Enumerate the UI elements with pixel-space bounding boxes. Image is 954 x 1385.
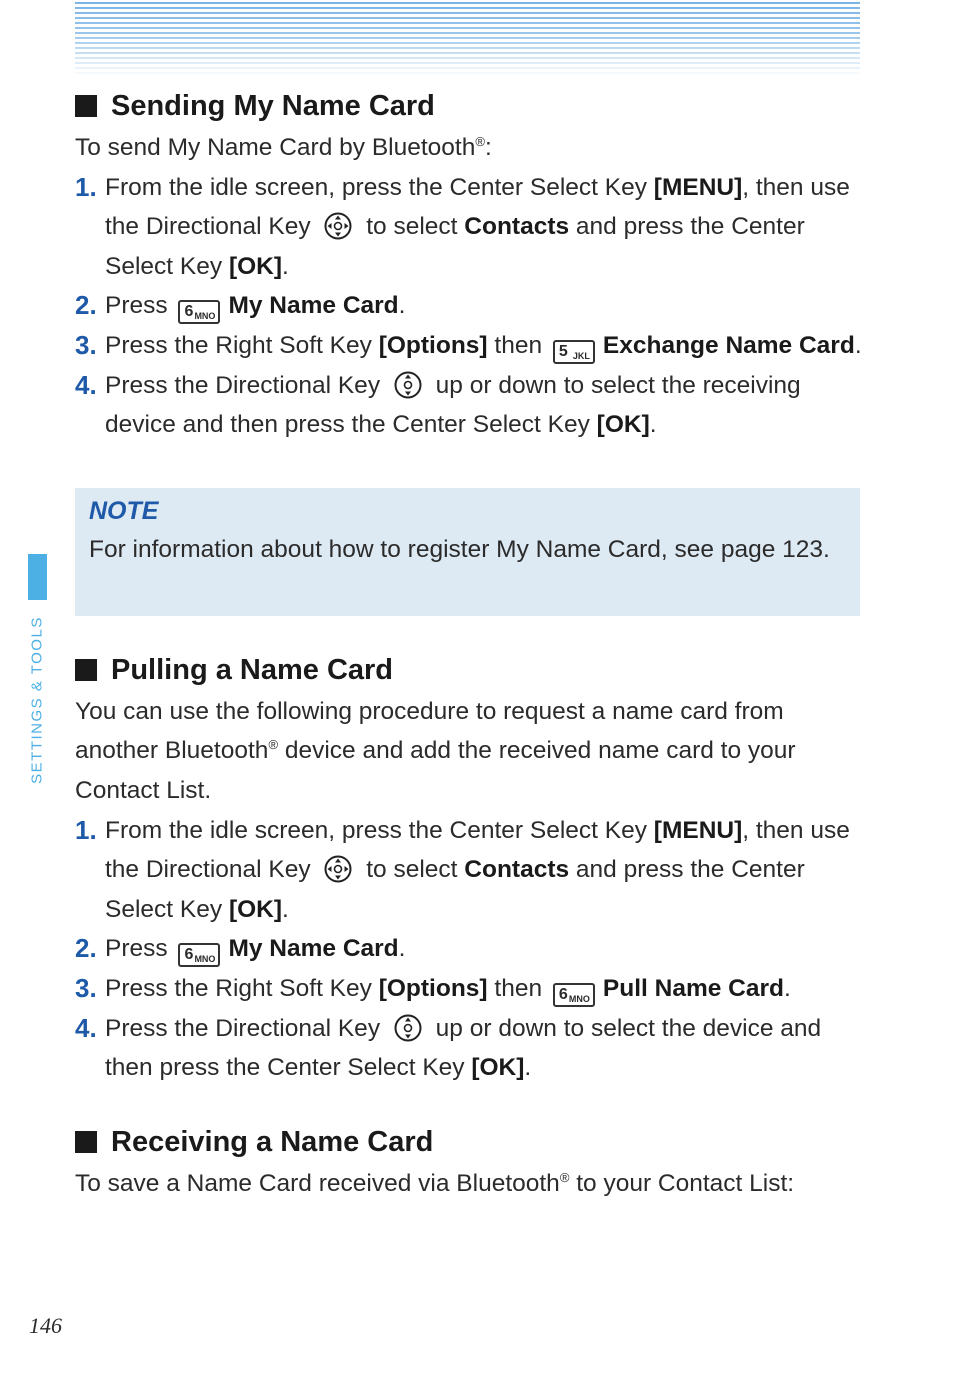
step-item: 2. Press 6 MNO My Name Card. bbox=[75, 929, 865, 969]
header-banner-fade bbox=[75, 2, 860, 74]
step-item: 1. From the idle screen, press the Center Select Key [MENU], then use the Directional Key to select Contacts and press the Center Select Key [OK]. bbox=[75, 811, 865, 930]
key-label-ok: [OK] bbox=[596, 411, 650, 439]
step-item: 4. Press the Directional Key up or down to select the receiving device and then press the Center Select Key [OK]. bbox=[75, 366, 865, 445]
key-label-menu: [MENU] bbox=[653, 173, 743, 201]
step-number: 4. bbox=[75, 1012, 97, 1043]
intro-paragraph: To save a Name Card received via Bluetooth® to your Contact List: bbox=[75, 1169, 795, 1197]
registered-mark: ® bbox=[559, 1169, 570, 1185]
key-label-ok: [OK] bbox=[228, 252, 283, 280]
up-down-key-icon bbox=[393, 1013, 423, 1043]
key-label-menu: [MENU] bbox=[653, 816, 743, 844]
page-content bbox=[75, 84, 865, 1203]
section-side-label: SETTINGS & TOOLS bbox=[28, 616, 46, 784]
square-bullet-icon bbox=[75, 95, 97, 117]
square-bullet-icon bbox=[75, 659, 97, 681]
keypad-5-icon: 5 JKL bbox=[553, 340, 595, 364]
page-number: 146 bbox=[29, 1313, 62, 1338]
key-label-ok: [OK] bbox=[228, 895, 283, 923]
key-label-options: [Options] bbox=[378, 331, 488, 359]
section-heading-pulling bbox=[75, 648, 865, 692]
menu-label-contacts: Contacts bbox=[464, 213, 570, 241]
step-number: 2. bbox=[75, 290, 97, 321]
section-heading-text: Sending My Name Card bbox=[111, 90, 435, 122]
step-item: 1. From the idle screen, press the Center Select Key [MENU], then use the Directional Key to select Contacts and press the Center Select Key [OK]. bbox=[75, 168, 865, 287]
section-heading-receiving bbox=[75, 1120, 865, 1164]
section-heading-sending bbox=[75, 84, 865, 128]
intro-paragraph: You can use the following procedure to request a name card from another Bluetooth® device and add the received name card to your Contact List. bbox=[75, 697, 796, 804]
up-down-key-icon bbox=[393, 370, 423, 400]
keypad-6-icon: 6 MNO bbox=[178, 300, 220, 324]
menu-label-exchange-name-card: Exchange Name Card bbox=[602, 331, 855, 359]
note-box bbox=[75, 488, 860, 616]
registered-mark: ® bbox=[268, 737, 279, 753]
key-label-options: [Options] bbox=[378, 974, 488, 1002]
keypad-6-icon: 6 MNO bbox=[553, 983, 595, 1007]
menu-label-my-name-card: My Name Card bbox=[228, 935, 399, 963]
key-label-ok: [OK] bbox=[471, 1054, 525, 1082]
section-heading-text: Pulling a Name Card bbox=[111, 653, 394, 686]
section-heading-text: Receiving a Name Card bbox=[111, 1125, 434, 1158]
registered-mark: ® bbox=[475, 133, 485, 149]
step-item: 4. Press the Directional Key up or down to select the device and then press the Center Select Key [OK]. bbox=[75, 1009, 865, 1088]
menu-label-pull-name-card: Pull Name Card bbox=[602, 974, 784, 1002]
note-text: For information about how to register My Name Card, see page 123. bbox=[89, 535, 830, 563]
step-number: 3. bbox=[75, 972, 97, 1003]
directional-key-icon bbox=[323, 211, 353, 241]
keypad-6-icon: 6 MNO bbox=[178, 943, 220, 967]
note-title: NOTE bbox=[89, 496, 159, 525]
menu-label-my-name-card: My Name Card bbox=[228, 292, 399, 320]
step-number: 2. bbox=[75, 933, 97, 964]
step-number: 1. bbox=[75, 171, 97, 202]
step-item: 3. Press the Right Soft Key [Options] then 6 MNO Pull Name Card. bbox=[75, 969, 865, 1009]
step-item: 3. Press the Right Soft Key [Options] then 5 JKL Exchange Name Card. bbox=[75, 326, 865, 366]
square-bullet-icon bbox=[75, 1131, 97, 1153]
step-number: 3. bbox=[75, 329, 97, 360]
step-number: 4. bbox=[75, 369, 97, 400]
step-number: 1. bbox=[75, 814, 97, 845]
section-tab-marker bbox=[28, 554, 47, 600]
step-item: 2. Press 6 MNO My Name Card. bbox=[75, 286, 865, 326]
intro-paragraph: To send My Name Card by Bluetooth®: bbox=[75, 133, 492, 161]
menu-label-contacts: Contacts bbox=[464, 856, 570, 884]
directional-key-icon bbox=[323, 854, 353, 884]
